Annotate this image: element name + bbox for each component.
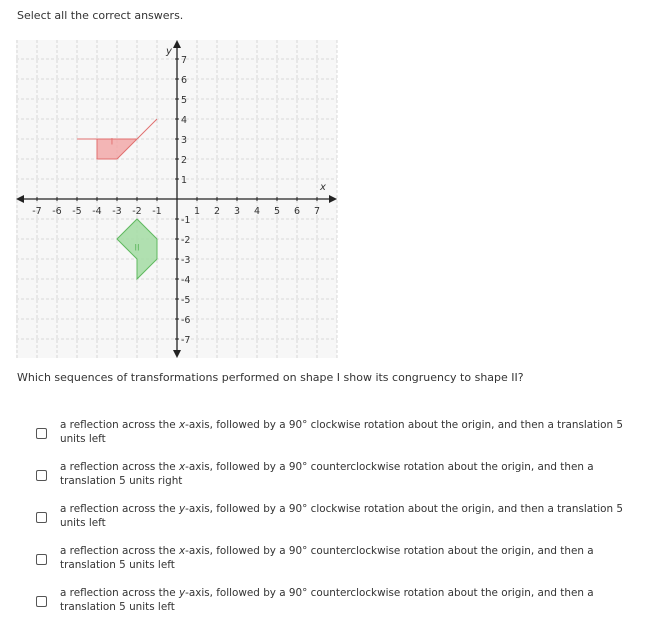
x-tick-label: 2 [213, 206, 221, 217]
y-tick-label: -1 [181, 215, 191, 226]
answer-option-5[interactable] [36, 586, 631, 620]
y-tick-label: 5 [181, 95, 188, 106]
answer-text-3: a reflection across the y-axis, followed by a 90° clockwise rotation about the origin, and then a translation 5 units left [60, 503, 623, 529]
x-tick-label: -2 [132, 206, 142, 217]
shape-ii-label: II [134, 243, 140, 254]
y-tick-label: 6 [181, 75, 188, 86]
checkbox-3[interactable] [36, 512, 47, 523]
x-tick-label: 5 [273, 206, 281, 217]
answer-option-3[interactable] [36, 502, 631, 536]
question-text: Which sequences of transformations performed on shape I show its congruency to shape II? [17, 371, 524, 384]
answer-text-1: a reflection across the x-axis, followed by a 90° clockwise rotation about the origin, and then a translation 5 units left [60, 419, 623, 445]
y-tick-label: -3 [181, 255, 191, 266]
answer-option-4[interactable] [36, 544, 631, 578]
y-tick-label: -4 [181, 275, 191, 286]
checkbox-4[interactable] [36, 554, 47, 565]
x-tick-label: -4 [92, 206, 102, 217]
x-tick-label: 3 [233, 206, 241, 217]
x-tick-label: 6 [293, 206, 301, 217]
x-tick-label: -1 [152, 206, 162, 217]
instruction-text: Select all the correct answers. [17, 9, 184, 22]
checkbox-5[interactable] [36, 596, 47, 607]
answer-option-2[interactable] [36, 460, 631, 494]
x-tick-label: -3 [112, 206, 122, 217]
y-tick-label: 7 [181, 55, 188, 66]
answer-text-2: a reflection across the x-axis, followed by a 90° counterclockwise rotation about the origin, and then a translation 5 units right [60, 461, 594, 487]
y-tick-label: 3 [181, 135, 188, 146]
y-tick-label: 4 [181, 115, 188, 126]
checkbox-2[interactable] [36, 470, 47, 481]
x-axis-label: x [320, 182, 326, 193]
y-tick-label: 1 [181, 175, 188, 186]
answer-text-4: a reflection across the x-axis, followed by a 90° counterclockwise rotation about the origin, and then a translation 5 units left [60, 545, 594, 571]
x-tick-label: -5 [72, 206, 82, 217]
x-tick-label: -6 [52, 206, 62, 217]
y-tick-label: -7 [181, 335, 191, 346]
y-tick-label: -5 [181, 295, 191, 306]
x-tick-label: 1 [193, 206, 201, 217]
x-tick-label: 7 [313, 206, 321, 217]
y-axis-label: y [166, 46, 172, 57]
y-tick-label: -6 [181, 315, 191, 326]
answer-option-1[interactable] [36, 418, 631, 452]
answer-text-5: a reflection across the y-axis, followed by a 90° counterclockwise rotation about the origin, and then a translation 5 units left [60, 587, 594, 613]
shape-i-label: I [110, 137, 114, 148]
y-tick-label: 2 [181, 155, 188, 166]
y-tick-label: -2 [181, 235, 191, 246]
checkbox-1[interactable] [36, 428, 47, 439]
x-tick-label: -7 [32, 206, 42, 217]
x-tick-label: 4 [253, 206, 261, 217]
